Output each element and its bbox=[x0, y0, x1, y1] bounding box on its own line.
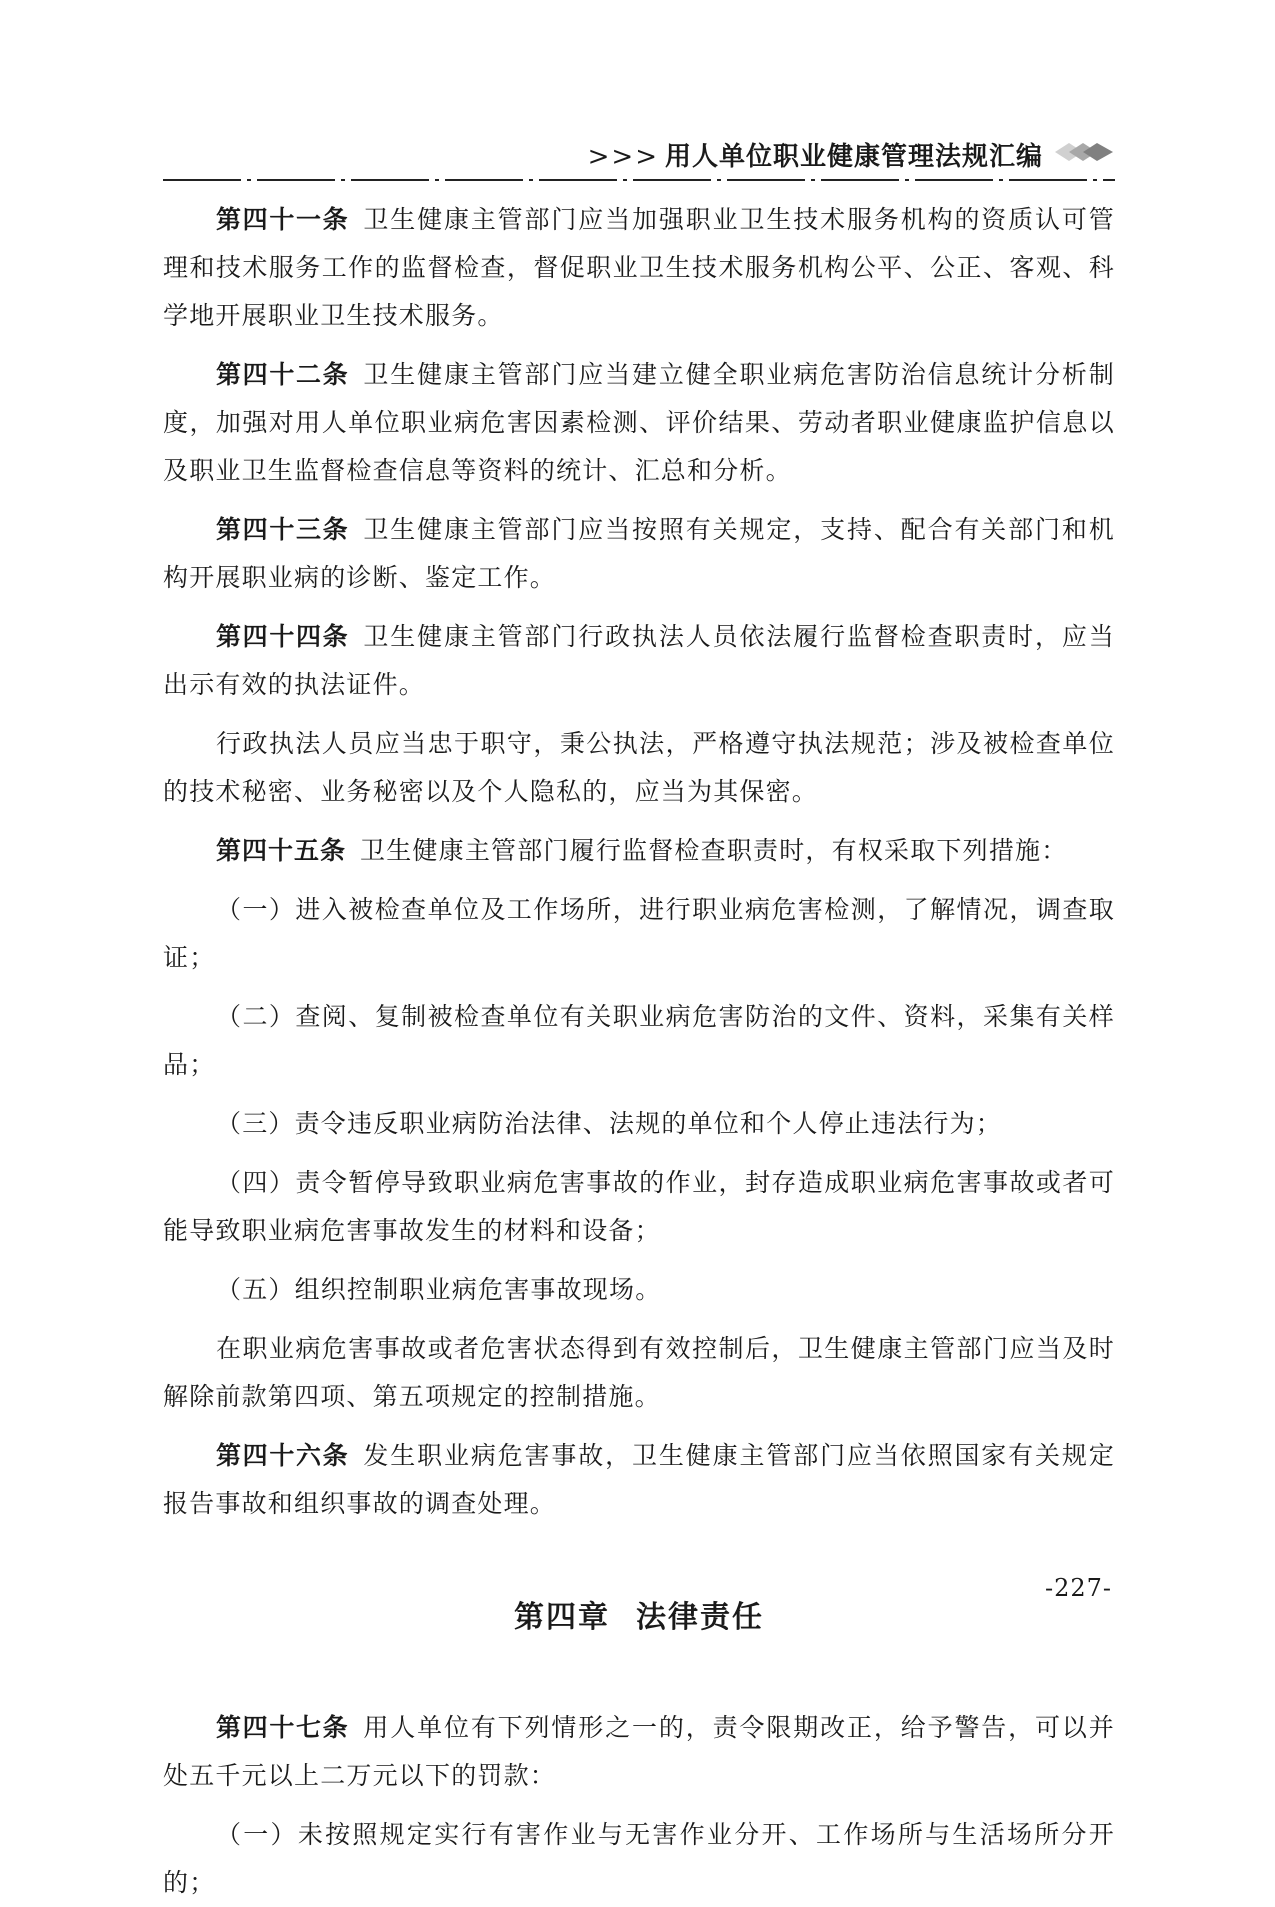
paragraph-article-43 bbox=[163, 506, 1115, 602]
chapter-title: 法律责任 bbox=[636, 1600, 764, 1635]
paragraph-article-44-2 bbox=[163, 720, 1115, 816]
diamond-ornament-icon bbox=[1053, 140, 1115, 164]
article-number: 第四十二条 bbox=[216, 360, 350, 389]
list-item-1 bbox=[163, 886, 1115, 982]
list-item-1 bbox=[163, 1811, 1115, 1907]
list-item-4 bbox=[163, 1159, 1115, 1255]
header-arrows: >>> bbox=[587, 142, 659, 172]
paragraph-article-45 bbox=[163, 827, 1115, 875]
header-title bbox=[588, 136, 1043, 173]
list-item-5 bbox=[163, 1266, 1115, 1314]
paragraph-article-47 bbox=[163, 1704, 1115, 1800]
article-number: 第四十六条 bbox=[216, 1441, 350, 1470]
paragraph-text: （三）责令违反职业病防治法律、法规的单位和个人停止违法行为； bbox=[216, 1109, 1003, 1138]
paragraph-text: 卫生健康主管部门履行监督检查职责时，有权采取下列措施： bbox=[360, 836, 1068, 865]
paragraph-text: 卫生健康主管部门应当建立健全职业病危害防治信息统计分析制度，加强对用人单位职业病危害因素检测、评价结果、劳动者职业健康监护信息以及职业卫生监督检查信息等资料的统计、汇总和分析。 bbox=[163, 360, 1115, 485]
article-number: 第四十一条 bbox=[216, 205, 350, 234]
paragraph-text: 在职业病危害事故或者危害状态得到有效控制后，卫生健康主管部门应当及时解除前款第四项、第五项规定的控制措施。 bbox=[163, 1334, 1115, 1411]
chapter-heading bbox=[163, 1598, 1115, 1638]
paragraph-text: （一）进入被检查单位及工作场所，进行职业病危害检测，了解情况，调查取证； bbox=[163, 895, 1115, 972]
paragraph-article-42 bbox=[163, 351, 1115, 495]
paragraph-text: 卫生健康主管部门应当按照有关规定，支持、配合有关部门和机构开展职业病的诊断、鉴定工作。 bbox=[163, 515, 1115, 592]
list-item-3 bbox=[163, 1100, 1115, 1148]
running-header bbox=[163, 136, 1115, 176]
chapter-number: 第四章 bbox=[514, 1600, 610, 1635]
paragraph-text: 卫生健康主管部门行政执法人员依法履行监督检查职责时，应当出示有效的执法证件。 bbox=[163, 622, 1115, 699]
article-number: 第四十五条 bbox=[216, 836, 347, 865]
paragraph-text: 用人单位有下列情形之一的，责令限期改正，给予警告，可以并处五千元以上二万元以下的罚款： bbox=[163, 1713, 1115, 1790]
paragraph-article-41 bbox=[163, 196, 1115, 340]
list-item-2 bbox=[163, 993, 1115, 1089]
article-number: 第四十七条 bbox=[216, 1713, 350, 1742]
article-number: 第四十三条 bbox=[216, 515, 350, 544]
paragraph-text: （四）责令暂停导致职业病危害事故的作业，封存造成职业病危害事故或者可能导致职业病危害事故发生的材料和设备； bbox=[163, 1168, 1115, 1245]
paragraph-text: 行政执法人员应当忠于职守，秉公执法，严格遵守执法规范；涉及被检查单位的技术秘密、业务秘密以及个人隐私的，应当为其保密。 bbox=[163, 729, 1115, 806]
paragraph-text: （二）查阅、复制被检查单位有关职业病危害防治的文件、资料，采集有关样品； bbox=[163, 1002, 1115, 1079]
body-text bbox=[163, 196, 1115, 1907]
page-number: -227- bbox=[1044, 1574, 1112, 1602]
paragraph-control-release bbox=[163, 1325, 1115, 1421]
paragraph-article-44 bbox=[163, 613, 1115, 709]
paragraph-article-46 bbox=[163, 1432, 1115, 1528]
paragraph-text: （五）组织控制职业病危害事故现场。 bbox=[216, 1275, 662, 1304]
header-rule bbox=[163, 176, 1115, 184]
paragraph-text: 卫生健康主管部门应当加强职业卫生技术服务机构的资质认可管理和技术服务工作的监督检查，督促职业卫生技术服务机构公平、公正、客观、科学地开展职业卫生技术服务。 bbox=[163, 205, 1115, 330]
article-number: 第四十四条 bbox=[216, 622, 350, 651]
paragraph-text: （一）未按照规定实行有害作业与无害作业分开、工作场所与生活场所分开的； bbox=[163, 1820, 1115, 1897]
header-book-title: 用人单位职业健康管理法规汇编 bbox=[664, 142, 1043, 172]
paragraph-text: 发生职业病危害事故，卫生健康主管部门应当依照国家有关规定报告事故和组织事故的调查处理。 bbox=[163, 1441, 1115, 1518]
